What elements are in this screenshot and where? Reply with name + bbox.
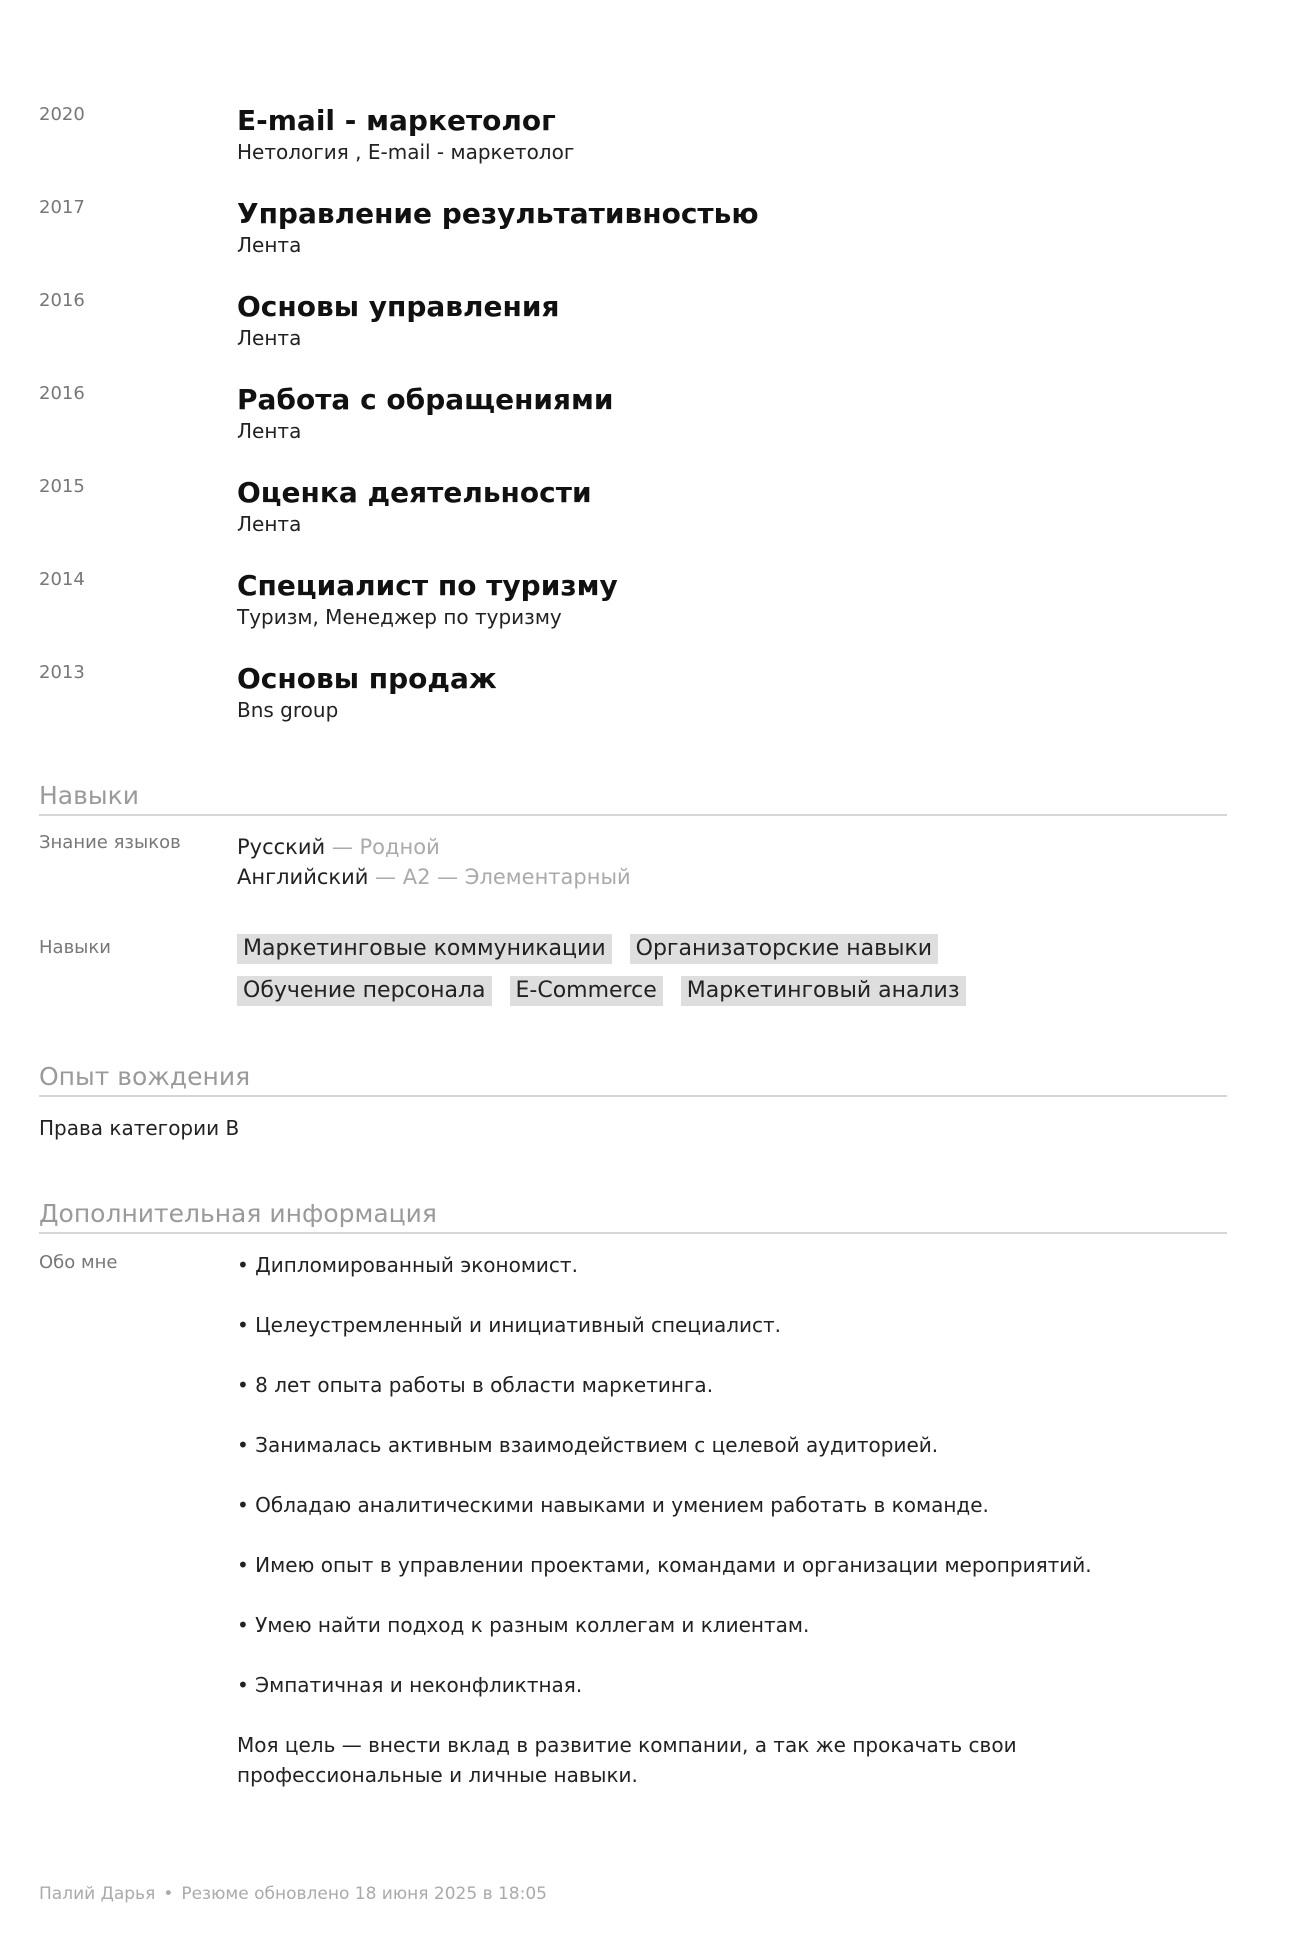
footer [39,1884,547,1904]
course-org: Лента [237,419,302,443]
driving-license-text: Права категории B [39,1116,240,1140]
skills-label: Навыки [39,937,111,958]
language-name: Английский [237,865,369,889]
language-level: — A2 — Элементарный [368,865,631,889]
about-item: • 8 лет опыта работы в области маркетинга. [237,1373,714,1397]
about-label: Обо мне [39,1252,118,1273]
course-title: Управление результативностью [237,197,759,230]
skill-tag: Маркетинговые коммуникации [237,934,612,964]
course-org: Лента [237,326,302,350]
course-title: Основы управления [237,290,560,323]
section-heading-skills: Навыки [39,780,1227,816]
about-item: • Занималась активным взаимодействием с целевой аудиторией. [237,1433,939,1457]
section-heading-additional: Дополнительная информация [39,1198,1227,1234]
course-title: E-mail - маркетолог [237,104,556,137]
skill-tag: Маркетинговый анализ [681,976,966,1006]
skill-tag: Организаторские навыки [630,934,938,964]
course-year: 2017 [39,197,85,218]
footer-name: Палий Дарья [39,1884,156,1904]
about-goal: Моя цель — внести вклад в развитие компании, а так же прокачать свои профессиональные и личные навыки. [237,1733,1017,1787]
course-org: Туризм, Менеджер по туризму [237,605,562,629]
footer-updated: Резюме обновлено 18 июня 2025 в 18:05 [181,1884,547,1904]
course-title: Оценка деятельности [237,476,592,509]
about-item: • Имею опыт в управлении проектами, командами и организации мероприятий. [237,1553,1092,1577]
section-heading-driving: Опыт вождения [39,1061,1227,1097]
course-title: Основы продаж [237,662,497,695]
course-org: Лента [237,512,302,536]
about-item: • Умею найти подход к разным коллегам и клиентам. [237,1613,810,1637]
skill-tag: Обучение персонала [237,976,492,1006]
about-item: • Целеустремленный и инициативный специалист. [237,1313,782,1337]
about-item: • Дипломированный экономист. [237,1253,578,1277]
course-year: 2016 [39,383,85,404]
about-item: • Эмпатичная и неконфликтная. [237,1673,583,1697]
footer-separator: • [163,1884,174,1904]
language-item [237,862,1227,892]
course-year: 2013 [39,662,85,683]
skill-tags [237,934,1227,1018]
course-title: Специалист по туризму [237,569,618,602]
course-year: 2020 [39,104,85,125]
course-org: Лента [237,233,302,257]
language-level: — Родной [325,835,440,859]
language-name: Русский [237,835,326,859]
course-year: 2016 [39,290,85,311]
course-org: Нетология , E-mail - маркетолог [237,140,575,164]
course-org: Bns group [237,698,339,722]
about-item: • Обладаю аналитическими навыками и умением работать в команде. [237,1493,989,1517]
course-year: 2015 [39,476,85,497]
languages-label: Знание языков [39,832,181,853]
course-title: Работа с обращениями [237,383,614,416]
course-year: 2014 [39,569,85,590]
language-item [237,832,1227,862]
skill-tag: E-Commerce [510,976,663,1006]
